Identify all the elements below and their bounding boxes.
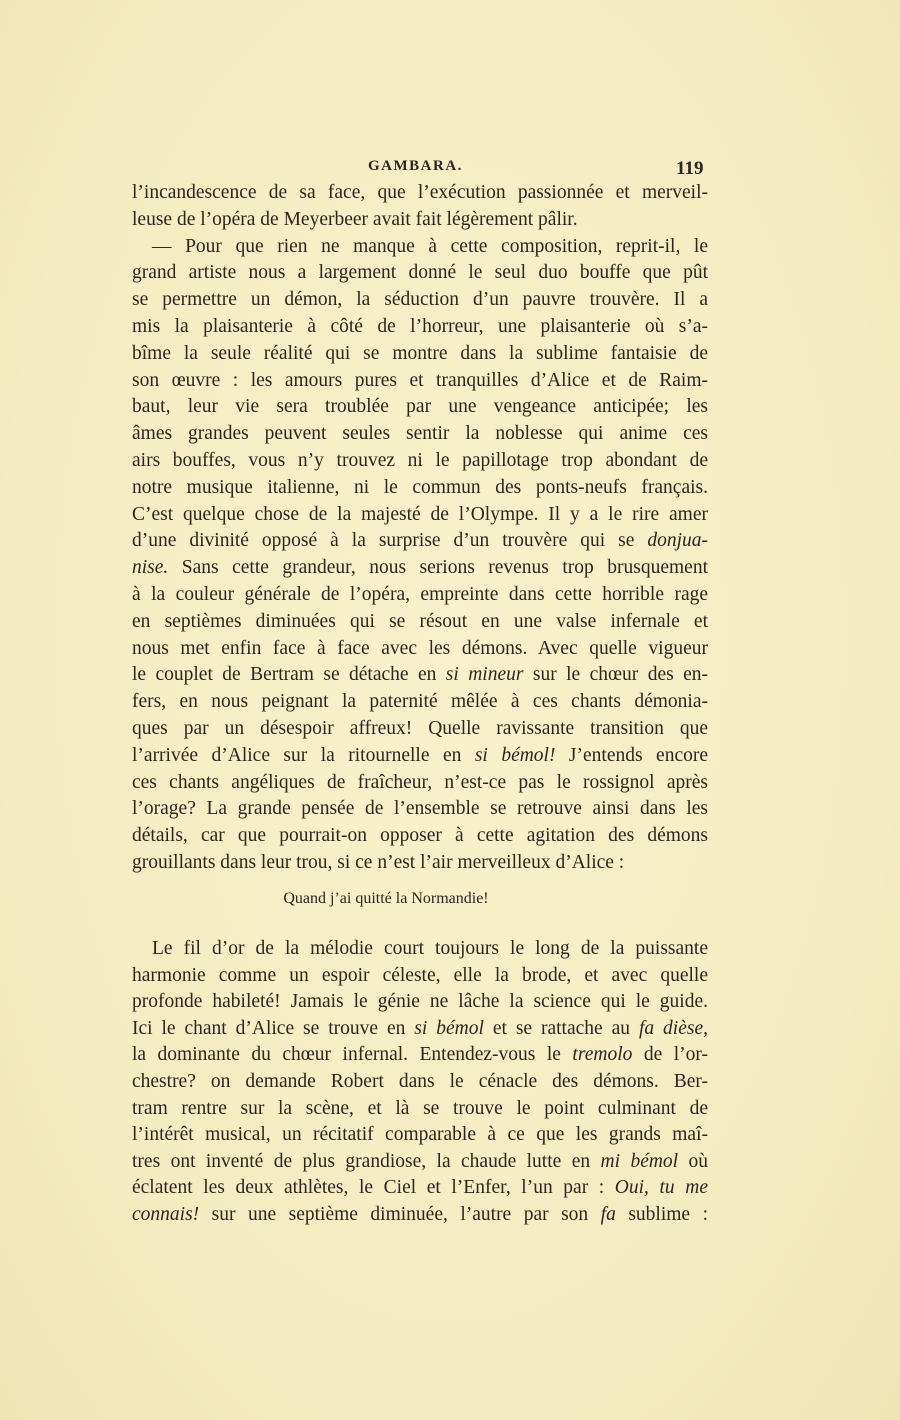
text-line	[132, 1151, 708, 1173]
text-line	[132, 504, 708, 526]
text-segment: notre musique italienne, ni le commun des ponts-neufs français.	[132, 476, 708, 498]
text-segment: Ici le chant d’Alice se trouve en	[132, 1017, 415, 1039]
italic-text: donjua-	[647, 530, 708, 552]
text-segment: tres ont inventé de plus grandiose, la chaude lutte en	[132, 1150, 601, 1172]
text-line	[132, 825, 708, 847]
text-line	[132, 1071, 708, 1093]
text-segment: sur une septième diminuée, l’autre par son	[199, 1204, 601, 1225]
text-segment: sur le chœur des en-	[523, 664, 709, 686]
text-segment: sublime :	[615, 1204, 708, 1225]
text-line	[132, 370, 708, 392]
italic-text: si bémol	[414, 1017, 484, 1039]
italic-text: si bémol!	[474, 744, 556, 766]
text-segment: bîme la seule réalité qui se montre dans la sublime fantaisie de	[132, 342, 708, 364]
text-line	[132, 584, 708, 606]
running-header-title: GAMBARA.	[368, 158, 463, 174]
text-segment: à la couleur générale de l’opéra, empreinte dans cette horrible rage	[132, 584, 708, 605]
text-segment: leuse de l’opéra de Meyerbeer avait fait légèrement pâlir.	[132, 208, 578, 230]
text-segment: Sans cette grandeur, nous serions revenus trop brusquement	[168, 557, 708, 579]
text-segment: se permettre un démon, la séduction d’un pauvre trouvère. Il a	[132, 289, 708, 311]
text-line	[132, 1124, 708, 1146]
text-line	[132, 965, 708, 987]
text-segment: l’intérêt musical, un récitatif comparable à ce que les grands maî-	[132, 1124, 708, 1146]
text-segment: l’orage? La grande pensée de l’ensemble se retrouve ainsi dans les	[132, 798, 708, 820]
text-segment: Le fil d’or de la mélodie court toujours le long de la puissante	[152, 938, 708, 959]
text-segment: J’entends encore	[555, 744, 709, 766]
text-segment: tram rentre sur la scène, et là se trouve le point culminant de	[132, 1097, 708, 1119]
text-line	[132, 262, 708, 284]
text-segment: âmes grandes peuvent seules sentir la noblesse qui anime ces	[132, 423, 708, 445]
quoted-verse	[0, 890, 900, 908]
text-segment: l’arrivée d’Alice sur la ritournelle en	[132, 744, 475, 766]
text-segment: la dominante du chœur infernal. Entendez-vous le	[132, 1044, 573, 1066]
text-line	[132, 530, 708, 552]
italic-text: nise.	[132, 557, 169, 579]
text-segment: chestre? on demande Robert dans le cénacle des démons. Ber-	[132, 1071, 708, 1092]
text-segment: l’incandescence de sa face, que l’exécution passionnée et merveil-	[132, 182, 708, 203]
text-line	[132, 691, 708, 713]
italic-text: Oui, tu me	[614, 1177, 708, 1199]
text-line	[132, 1204, 708, 1226]
text-line	[132, 289, 708, 311]
italic-text: mi bémol	[600, 1150, 679, 1172]
text-line	[132, 1098, 708, 1120]
text-segment: harmonie comme un espoir céleste, elle la brode, et avec quelle	[132, 964, 708, 986]
text-line	[132, 396, 708, 418]
text-line	[132, 450, 708, 472]
italic-text: si mineur	[445, 664, 524, 686]
text-line	[132, 236, 708, 258]
text-line	[132, 772, 708, 794]
text-line	[132, 316, 708, 338]
text-segment: grouillants dans leur trou, si ce n’est l’air merveilleux d’Alice :	[132, 852, 625, 873]
page-number: 119	[676, 158, 704, 179]
text-segment: mis la plaisanterie à côté de l’horreur, une plaisanterie où s’a-	[132, 316, 708, 337]
text-line	[132, 209, 708, 231]
text-line	[132, 1018, 708, 1040]
text-segment: fers, en nous peignant la paternité mêlée à ces chants démonia-	[132, 691, 708, 713]
text-line	[132, 182, 708, 204]
italic-text: tremolo	[572, 1044, 633, 1066]
text-segment: ques par un désespoir affreux! Quelle ravissante transition que	[132, 718, 708, 739]
text-line	[132, 991, 708, 1013]
text-segment: de l’or-	[632, 1044, 708, 1066]
text-line	[132, 718, 708, 740]
quote-text: Quand j’ai quitté la Normandie!	[283, 890, 489, 907]
text-segment: le couplet de Bertram se détache en	[132, 664, 446, 686]
text-segment: C’est quelque chose de la majesté de l’Olympe. Il y a le rire amer	[132, 503, 708, 525]
text-line	[132, 745, 708, 767]
text-segment: — Pour que rien ne manque à cette composition, reprit-il, le	[152, 235, 708, 257]
text-line	[132, 938, 708, 960]
italic-text: connais!	[132, 1204, 200, 1225]
text-segment: et se rattache au	[483, 1017, 639, 1039]
text-segment: d’une divinité opposé à la surprise d’un trouvère qui se	[132, 530, 648, 552]
text-segment: où	[678, 1150, 709, 1172]
text-line	[132, 423, 708, 445]
text-line	[132, 1044, 708, 1066]
text-line	[132, 477, 708, 499]
text-line	[132, 798, 708, 820]
text-segment: grand artiste nous a largement donné le seul duo bouffe que pût	[132, 262, 708, 284]
text-line	[132, 638, 708, 660]
text-segment: en septièmes diminuées qui se résout en une valse infernale et	[132, 610, 708, 632]
text-segment: baut, leur vie sera troublée par une vengeance anticipée; les	[132, 396, 708, 418]
text-line	[132, 1177, 708, 1199]
text-line	[132, 611, 708, 633]
text-segment: son œuvre : les amours pures et tranquilles d’Alice et de Raim-	[132, 369, 708, 391]
italic-text: fa	[600, 1204, 616, 1225]
italic-text: fa dièse,	[638, 1017, 708, 1039]
text-line	[132, 557, 708, 579]
text-segment: éclatent les deux athlètes, le Ciel et l’Enfer, l’un par :	[132, 1177, 615, 1199]
text-line	[132, 664, 708, 686]
text-line	[132, 343, 708, 365]
text-segment: airs bouffes, vous n’y trouvez ni le papillotage trop abondant de	[132, 450, 708, 471]
text-line	[132, 852, 708, 874]
text-segment: ces chants angéliques de fraîcheur, n’est-ce pas le rossignol après	[132, 771, 708, 793]
text-segment: détails, car que pourrait-on opposer à cette agitation des démons	[132, 825, 708, 847]
text-segment: profonde habileté! Jamais le génie ne lâche la science qui le guide.	[132, 991, 708, 1013]
text-segment: nous met enfin face à face avec les démons. Avec quelle vigueur	[132, 637, 708, 659]
